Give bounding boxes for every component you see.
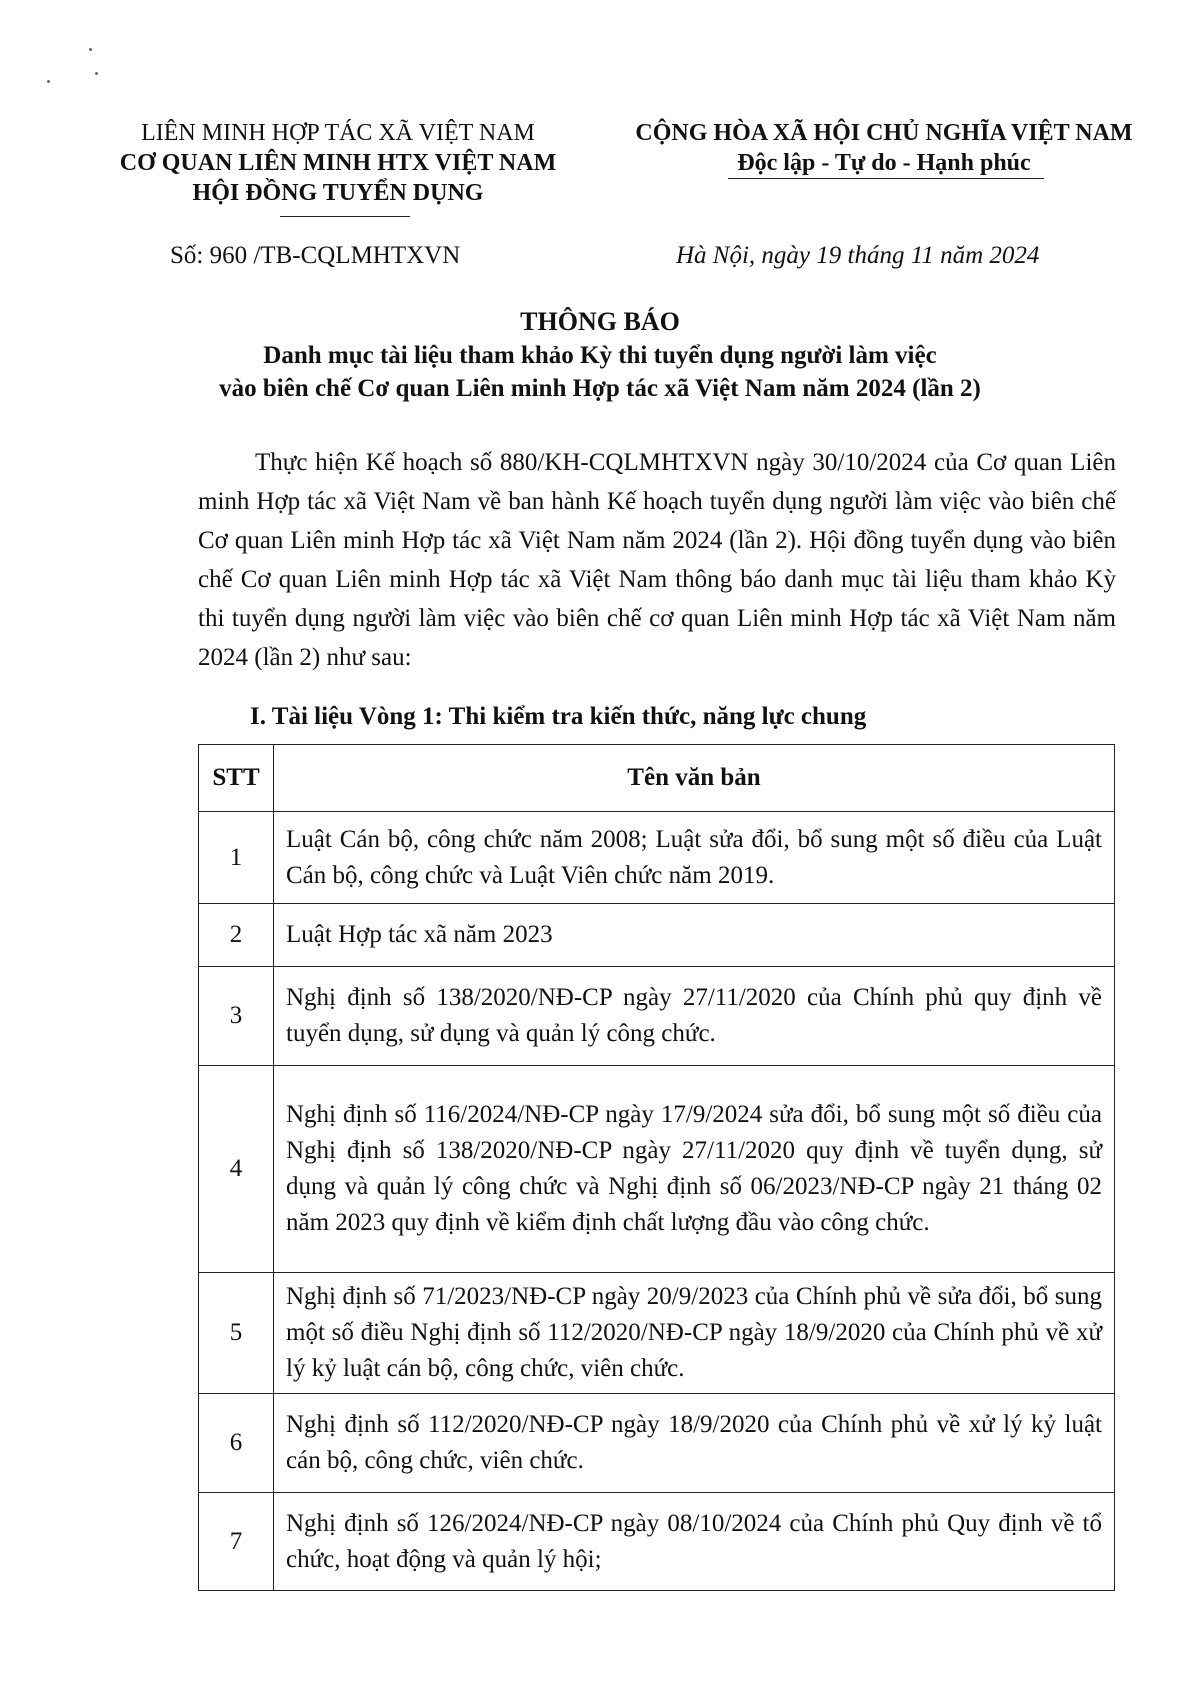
header-left — [78, 118, 598, 208]
scan-speck — [47, 80, 50, 83]
title-sub-2: vào biên chế Cơ quan Liên minh Hợp tác xã Việt Nam năm 2024 (lần 2) — [219, 375, 981, 402]
motto-underline — [728, 178, 1044, 179]
row-stt: 5 — [199, 1273, 274, 1394]
page-title: THÔNG BÁO — [520, 307, 680, 336]
table-row — [199, 1493, 1115, 1591]
table-row — [199, 812, 1115, 904]
scan-speck — [95, 72, 98, 75]
title-sub-1: Danh mục tài liệu tham khảo Kỳ thi tuyển dụng người làm việc — [263, 342, 937, 369]
row-document: Nghị định số 138/2020/NĐ-CP ngày 27/11/2020 của Chính phủ quy định về tuyển dụng, sử dụng và quản lý công chức. — [274, 967, 1115, 1066]
org-line-2: CƠ QUAN LIÊN MINH HTX VIỆT NAM — [119, 150, 557, 176]
section-1-heading: I. Tài liệu Vòng 1: Thi kiểm tra kiến thức, năng lực chung — [250, 703, 867, 730]
motto: Độc lập - Tự do - Hạnh phúc — [737, 150, 1031, 176]
header-left-rule — [280, 216, 410, 217]
column-header-stt: STT — [199, 745, 274, 812]
org-line-3: HỘI ĐỒNG TUYỂN DỤNG — [192, 180, 484, 206]
intro-paragraph: Thực hiện Kế hoạch số 880/KH-CQLMHTXVN ngày 30/10/2024 của Cơ quan Liên minh Hợp tác xã Việt Nam về ban hành Kế hoạch tuyển dụng người làm việc vào biên chế Cơ quan Liên minh Hợp tác xã Việt Nam năm 2024 (lần 2). Hội đồng tuyển dụng vào biên chế Cơ quan Liên minh Hợp tác xã Việt Nam thông báo danh mục tài liệu tham khảo Kỳ thi tuyển dụng người làm việc vào biên chế cơ quan Liên minh Hợp tác xã Việt Nam năm 2024 (lần 2) như sau: — [198, 449, 1116, 671]
issue-date: Hà Nội, ngày 19 tháng 11 năm 2024 — [676, 242, 1040, 269]
header-right — [604, 118, 1164, 178]
row-stt: 1 — [199, 812, 274, 904]
table-row — [199, 967, 1115, 1066]
doc-number: Số: 960 /TB-CQLMHTXVN — [170, 242, 461, 269]
row-document: Nghị định số 112/2020/NĐ-CP ngày 18/9/2020 của Chính phủ về xử lý kỷ luật cán bộ, công chức, viên chức. — [274, 1394, 1115, 1493]
row-stt: 6 — [199, 1394, 274, 1493]
row-document: Nghị định số 126/2024/NĐ-CP ngày 08/10/2024 của Chính phủ Quy định về tổ chức, hoạt động và quản lý hội; — [274, 1493, 1115, 1591]
table-row — [199, 904, 1115, 967]
country-name: CỘNG HÒA XÃ HỘI CHỦ NGHĨA VIỆT NAM — [635, 120, 1133, 146]
table-row — [199, 1273, 1115, 1394]
row-stt: 4 — [199, 1066, 274, 1273]
documents-table — [198, 744, 1115, 1591]
row-stt: 2 — [199, 904, 274, 967]
table-row — [199, 1066, 1115, 1273]
row-stt: 3 — [199, 967, 274, 1066]
scan-speck — [89, 48, 92, 51]
row-document: Nghị định số 71/2023/NĐ-CP ngày 20/9/2023 của Chính phủ về sửa đổi, bổ sung một số điều Nghị định số 112/2020/NĐ-CP ngày 18/9/2020 của Chính phủ về xử lý kỷ luật cán bộ, công chức, viên chức. — [274, 1273, 1115, 1394]
column-header-name: Tên văn bản — [274, 745, 1115, 812]
org-line-1: LIÊN MINH HỢP TÁC XÃ VIỆT NAM — [141, 120, 535, 146]
row-document: Nghị định số 116/2024/NĐ-CP ngày 17/9/2024 sửa đổi, bổ sung một số điều của Nghị định số 138/2020/NĐ-CP ngày 27/11/2020 quy định về tuyển dụng, sử dụng và quản lý công chức và Nghị định số 06/2023/NĐ-CP ngày 21 tháng 02 năm 2023 quy định về kiểm định chất lượng đầu vào công chức. — [274, 1066, 1115, 1273]
table-header-row — [199, 745, 1115, 812]
row-stt: 7 — [199, 1493, 274, 1591]
row-document: Luật Hợp tác xã năm 2023 — [274, 904, 1115, 967]
table-row — [199, 1394, 1115, 1493]
row-document: Luật Cán bộ, công chức năm 2008; Luật sửa đổi, bổ sung một số điều của Luật Cán bộ, công chức và Luật Viên chức năm 2019. — [274, 812, 1115, 904]
